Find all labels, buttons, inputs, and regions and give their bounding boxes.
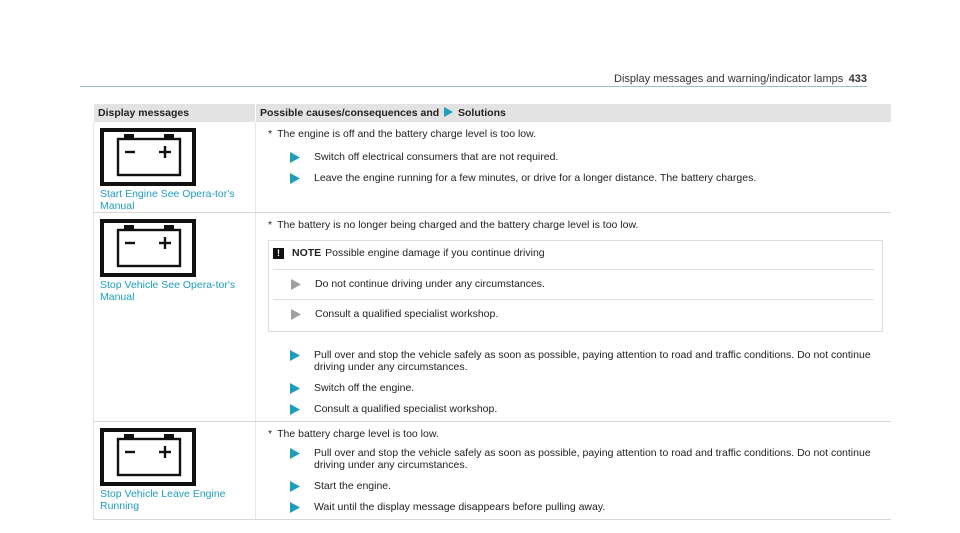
display-message-text: Start Engine See Opera-tor's Manual: [100, 188, 235, 212]
arrow-right-icon: [291, 309, 301, 320]
display-message-cell: [94, 213, 256, 422]
header-rule: [80, 86, 867, 87]
arrow-right-icon: [444, 107, 453, 117]
page-number: 433: [848, 73, 867, 85]
display-message-cell: [94, 122, 256, 213]
header-title: Display messages and warning/indicator lamps: [614, 73, 844, 85]
arrow-right-icon: [290, 404, 300, 415]
solution-step: Consult a qualified specialist workshop.: [291, 308, 874, 320]
table-row: [94, 213, 892, 422]
solution-step: Pull over and stop the vehicle safely as soon as possible, paying attention to road and traffic conditions. Do not continue driving under any circumstances.: [290, 349, 883, 373]
table-row: [94, 122, 892, 213]
cause-text: * The battery charge level is too low.: [268, 428, 439, 440]
page-header: [614, 73, 867, 85]
note-header: ! NOTE Possible engine damage if you continue driving: [273, 247, 874, 259]
cause-cell: [256, 122, 892, 213]
solution-step: Leave the engine running for a few minutes, or drive for a longer distance. The battery charges.: [290, 172, 883, 184]
column-header-display-messages: Display messages: [94, 104, 256, 122]
battery-icon: [100, 428, 196, 486]
table-row: [94, 422, 892, 520]
arrow-right-icon: [290, 383, 300, 394]
battery-icon: [100, 219, 196, 277]
arrow-right-icon: [291, 279, 301, 290]
table-header-row: [94, 104, 892, 122]
display-messages-table: [93, 104, 891, 520]
warning-icon: !: [273, 248, 284, 259]
solution-step: Wait until the display message disappears before pulling away.: [290, 501, 883, 513]
solution-step: Switch off the engine.: [290, 382, 883, 394]
display-message-cell: [94, 422, 256, 520]
solution-step: Start the engine.: [290, 480, 883, 492]
arrow-right-icon: [290, 173, 300, 184]
note-box: [268, 240, 883, 332]
arrow-right-icon: [290, 481, 300, 492]
solution-step: Pull over and stop the vehicle safely as soon as possible, paying attention to road and traffic conditions. Do not continue driving under any circumstances.: [290, 447, 883, 471]
cause-text: * The battery is no longer being charged and the battery charge level is too low.: [268, 219, 639, 231]
arrow-right-icon: [290, 448, 300, 459]
battery-icon: [100, 128, 196, 186]
column-header-causes: Possible causes/consequences and Solutions: [256, 104, 892, 122]
display-message-text: Stop Vehicle Leave Engine Running: [100, 488, 226, 512]
arrow-right-icon: [290, 350, 300, 361]
cause-cell: [256, 422, 892, 520]
display-message-text: Stop Vehicle See Opera-tor's Manual: [100, 279, 236, 303]
solution-step: Switch off electrical consumers that are not required.: [290, 151, 883, 163]
solution-step: Do not continue driving under any circumstances.: [291, 278, 874, 290]
arrow-right-icon: [290, 502, 300, 513]
cause-text: * The engine is off and the battery charge level is too low.: [268, 128, 537, 140]
arrow-right-icon: [290, 152, 300, 163]
solution-step: Consult a qualified specialist workshop.: [290, 403, 883, 415]
cause-cell: [256, 213, 892, 422]
